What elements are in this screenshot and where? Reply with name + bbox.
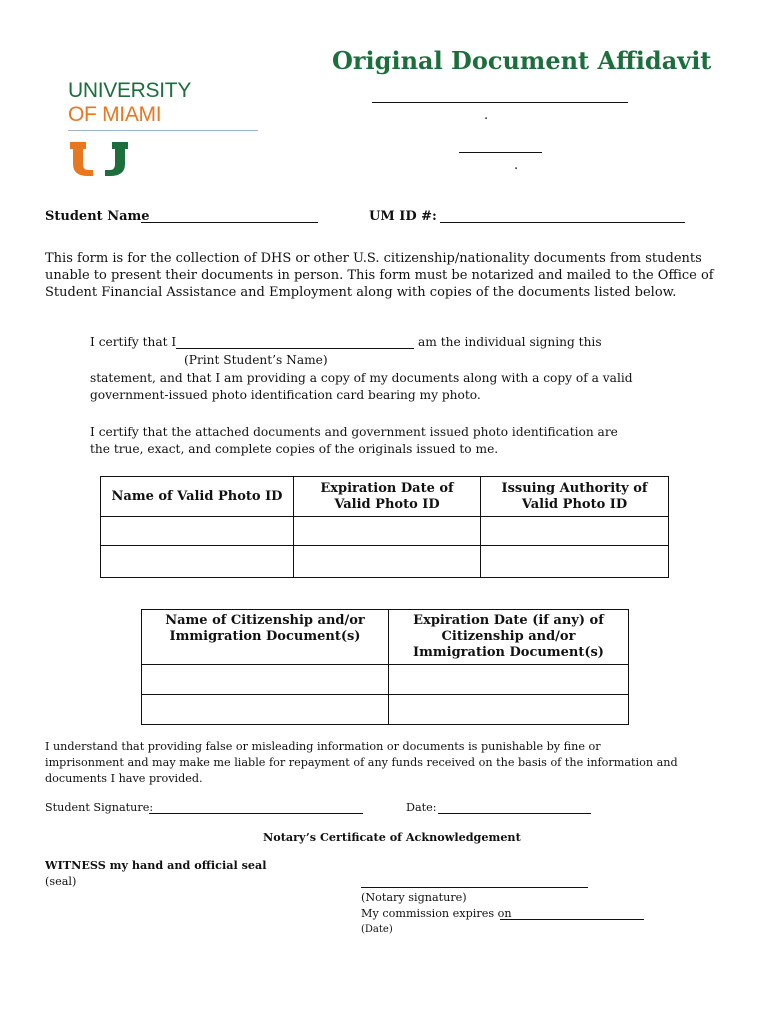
- table-row: [142, 665, 629, 695]
- citizenship-document-table: [141, 609, 629, 725]
- photo-id-table: [100, 476, 669, 578]
- citizenship-doc-name-header: Name of Citizenship and/or Immigration Document(s): [142, 610, 389, 665]
- um-id-label: UM ID #:: [369, 209, 437, 224]
- certify2-line-1: I certify that the attached documents and government issued photo identification are: [90, 425, 618, 439]
- certify-line-3: government-issued photo identification card bearing my photo.: [90, 388, 481, 402]
- student-signature-label: Student Signature:: [45, 801, 154, 814]
- logo-university-text: UNIVERSITY: [68, 79, 192, 102]
- certify-line-2: statement, and that I am providing a copy of my documents along with a copy of a valid: [90, 371, 633, 385]
- witness-text: WITNESS my hand and official seal: [45, 858, 267, 872]
- photo-id-name-cell[interactable]: [101, 546, 294, 578]
- table-row: [142, 695, 629, 725]
- certify-suffix: am the individual signing this: [418, 335, 602, 349]
- photo-id-name-header: Name of Valid Photo ID: [101, 477, 294, 517]
- print-name-hint: (Print Student’s Name): [184, 353, 328, 367]
- photo-id-issuer-cell[interactable]: [481, 517, 669, 546]
- print-student-name-field[interactable]: [176, 348, 414, 349]
- title-blank-line-2[interactable]: [459, 152, 542, 153]
- warning-line-3: documents I have provided.: [45, 772, 203, 785]
- certify-prefix: I certify that I: [90, 335, 177, 349]
- notary-signature-field[interactable]: [361, 887, 588, 888]
- logo-of-miami-text: OF MIAMI: [68, 103, 162, 126]
- citizenship-doc-expiration-header: Expiration Date (if any) of Citizenship and/or Immigration Document(s): [389, 610, 629, 665]
- table-row: [101, 546, 669, 578]
- photo-id-issuer-cell[interactable]: [481, 546, 669, 578]
- student-signature-field[interactable]: [149, 813, 363, 814]
- table-row: [101, 517, 669, 546]
- citizenship-doc-expiration-cell[interactable]: [389, 695, 629, 725]
- title-period-2: .: [514, 158, 519, 173]
- photo-id-expiration-cell[interactable]: [294, 546, 481, 578]
- citizenship-doc-name-cell[interactable]: [142, 695, 389, 725]
- student-name-label: Student Name: [45, 209, 150, 224]
- intro-line-3: Student Financial Assistance and Employment along with copies of the documents listed below.: [45, 285, 677, 300]
- photo-id-expiration-cell[interactable]: [294, 517, 481, 546]
- logo-divider: [68, 130, 258, 131]
- certify2-line-2: the true, exact, and complete copies of the originals issued to me.: [90, 442, 499, 456]
- table-header-row: [142, 610, 629, 665]
- um-id-field[interactable]: [440, 222, 685, 223]
- commission-date-field[interactable]: [500, 919, 644, 920]
- photo-id-expiration-header: Expiration Date of Valid Photo ID: [294, 477, 481, 517]
- date-caption: (Date): [361, 924, 393, 935]
- citizenship-doc-name-cell[interactable]: [142, 665, 389, 695]
- warning-line-1: I understand that providing false or misleading information or documents is punishable by fine or: [45, 740, 601, 753]
- citizenship-doc-expiration-cell[interactable]: [389, 665, 629, 695]
- page-title: Original Document Affidavit: [332, 46, 712, 75]
- photo-id-name-cell[interactable]: [101, 517, 294, 546]
- title-period-1: .: [484, 108, 489, 123]
- photo-id-issuer-header: Issuing Authority of Valid Photo ID: [481, 477, 669, 517]
- warning-line-2: imprisonment and may make me liable for repayment of any funds received on the basis of the information and: [45, 756, 678, 769]
- intro-line-1: This form is for the collection of DHS or other U.S. citizenship/nationality documents from students: [45, 251, 702, 266]
- date-field[interactable]: [438, 813, 591, 814]
- date-label: Date:: [406, 801, 437, 814]
- university-u-logo-icon: [70, 142, 128, 176]
- notary-heading: Notary’s Certificate of Acknowledgement: [263, 830, 521, 844]
- commission-label: My commission expires on: [361, 907, 512, 920]
- student-name-field[interactable]: [141, 222, 318, 223]
- table-header-row: [101, 477, 669, 517]
- notary-signature-caption: (Notary signature): [361, 891, 467, 904]
- intro-line-2: unable to present their documents in person. This form must be notarized and mailed to the Office of: [45, 268, 714, 283]
- seal-text: (seal): [45, 875, 77, 888]
- title-blank-line-1[interactable]: [372, 102, 628, 103]
